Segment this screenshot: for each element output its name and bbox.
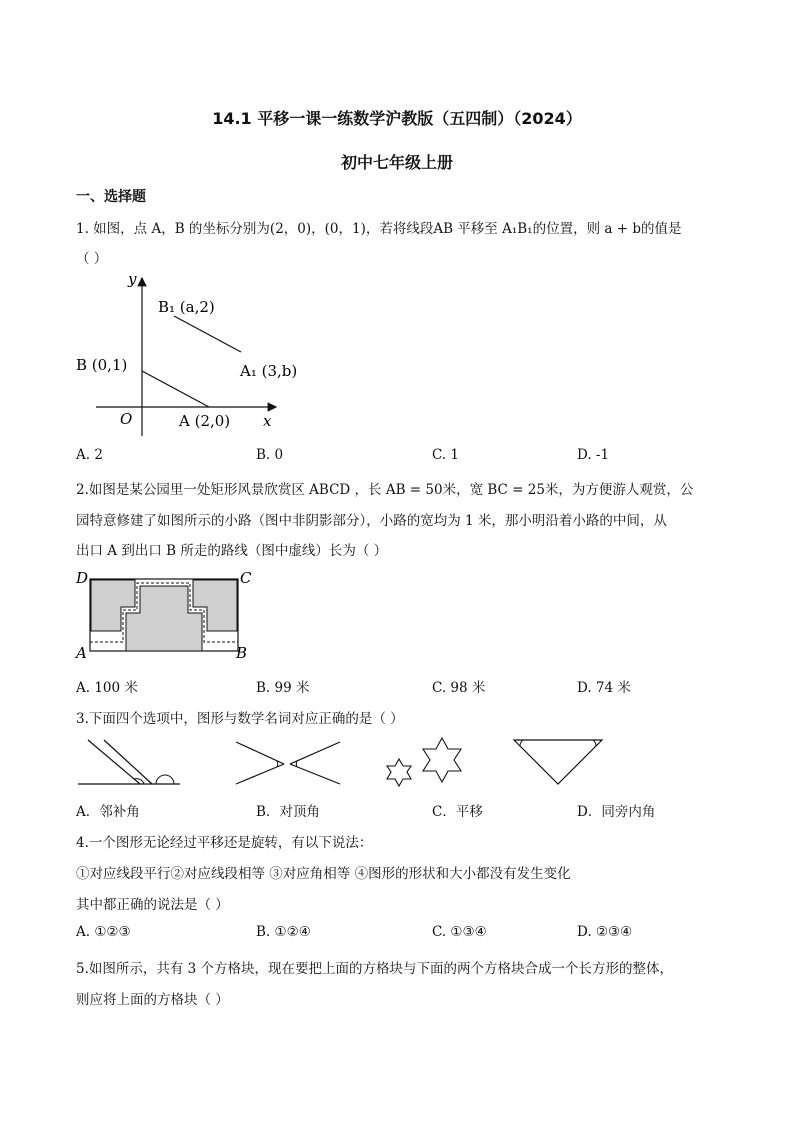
q1-option-b: B. 0 — [256, 447, 284, 463]
q4-option-d: D. ②③④ — [577, 924, 633, 940]
b-label: B (0,1) — [76, 356, 128, 374]
q1-text-line2: （ ） — [76, 251, 108, 267]
segment-a1b1 — [174, 316, 241, 352]
q1-option-a: A. 2 — [76, 447, 103, 463]
x-axis-label: x — [263, 412, 272, 430]
b1-label: B₁ (a,2) — [158, 298, 215, 316]
q1-option-d: D. -1 — [577, 447, 610, 463]
q3-option-b: B．对顶角 — [256, 804, 320, 820]
corner-c-label: C — [240, 569, 252, 587]
q4-text-line2: ①对应线段平行②对应线段相等 ③对应角相等 ④图形的形状和大小都没有发生变化 — [76, 866, 571, 882]
y-axis-label: y — [128, 270, 137, 288]
q2-option-b: B. 99 米 — [256, 680, 310, 696]
q3-option-d: D．同旁内角 — [577, 804, 656, 820]
q1-text-line1: 1. 如图，点 A，B 的坐标分别为(2，0)，(0，1)，若将线段AB 平移至 A₁B₁的位置，则 a + b的值是 — [76, 221, 682, 237]
q3-option-a: A．邻补角 — [76, 804, 140, 820]
q3-text-line1: 3.下面四个选项中，图形与数学名词对应正确的是（ ） — [76, 711, 404, 727]
a-label: A (2,0) — [179, 412, 231, 430]
q2-option-d: D. 74 米 — [577, 680, 631, 696]
page-title: 14.1 平移一课一练数学沪教版（五四制）（2024） — [212, 109, 582, 128]
q4-option-c: C. ①③④ — [432, 924, 487, 940]
page-subtitle: 初中七年级上册 — [340, 153, 453, 172]
q3-figure-a — [78, 740, 180, 784]
q2-option-c: C. 98 米 — [432, 680, 486, 696]
q3-figures — [74, 736, 634, 792]
section-heading: 一、选择题 — [76, 189, 146, 205]
q3-option-c: C．平移 — [432, 804, 483, 820]
q2-option-a: A. 100 米 — [76, 680, 138, 696]
q2-text-line3: 出口 A 到出口 B 所走的路线（图中虚线）长为（ ） — [76, 543, 388, 559]
q5-text-line2: 则应将上面的方格块（ ） — [76, 992, 229, 1008]
a1-label: A₁ (3,b) — [240, 362, 298, 380]
q2-text-line2: 园特意修建了如图所示的小路（图中非阴影部分），小路的宽均为 1 米，那小明沿着小路的中间，从 — [76, 513, 667, 529]
corner-b-label: B — [236, 644, 248, 662]
q1-option-c: C. 1 — [432, 447, 460, 463]
q3-figure-c — [387, 738, 461, 786]
q1-coordinate-figure — [70, 268, 310, 438]
q4-option-b: B. ①②④ — [256, 924, 311, 940]
q2-text-line1: 2.如图是某公园里一处矩形风景欣赏区 ABCD ，长 AB = 50米，宽 BC = 25米，为方便游人观赏，公 — [76, 482, 694, 498]
q3-figure-d — [514, 740, 602, 784]
corner-a-label: A — [76, 644, 87, 662]
q4-text-line3: 其中都正确的说法是（ ） — [76, 897, 229, 913]
q4-text-line1: 4.一个图形无论经过平移还是旋转，有以下说法： — [76, 835, 373, 851]
corner-d-label: D — [76, 569, 89, 587]
segment-ab — [142, 371, 209, 407]
q5-text-line1: 5.如图所示，共有 3 个方格块，现在要把上面的方格块与下面的两个方格块合成一个长方形的整体， — [76, 961, 674, 977]
origin-label: O — [120, 410, 133, 428]
q3-figure-b — [236, 742, 340, 784]
q2-park-figure — [72, 566, 262, 662]
q4-option-a: A. ①②③ — [76, 924, 131, 940]
